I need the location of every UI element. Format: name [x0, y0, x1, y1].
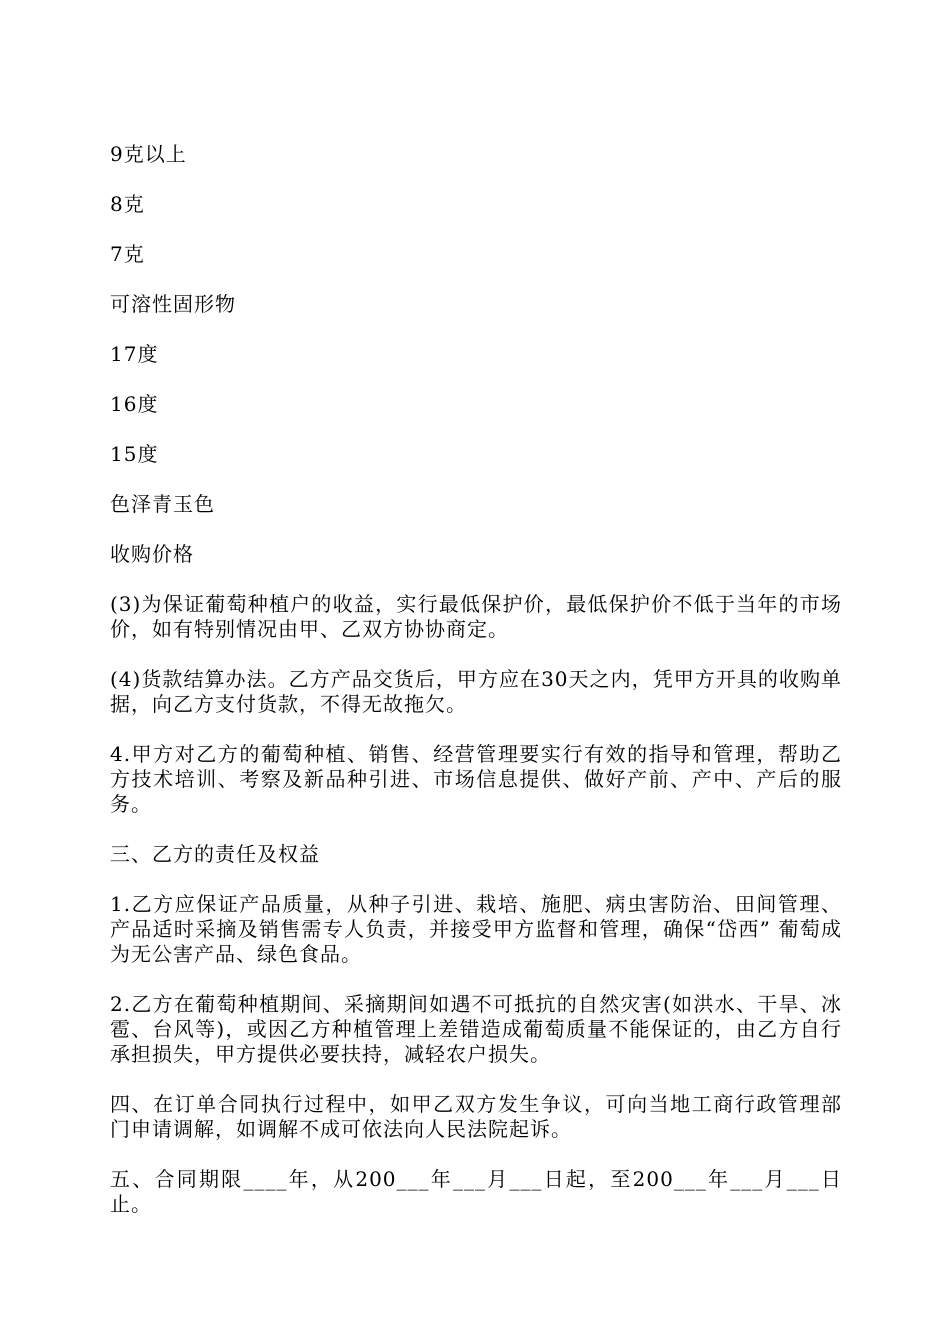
grade-8g-text: 8克: [110, 192, 145, 216]
grade-7g-text: 7克: [110, 242, 145, 266]
soluble-solids-heading: 可溶性固形物: [110, 292, 236, 316]
clause-minimum-price: (3)为保证葡萄种植户的收益，实行最低保护价，最低保护价不低于当年的市场价，如有特别情况由甲、乙双方协协商定。: [110, 592, 842, 641]
soluble-17-text: 17度: [110, 342, 159, 366]
purchase-price-heading: 收购价格: [110, 542, 194, 566]
color-text: 色泽青玉色: [110, 492, 215, 516]
document-body: [110, 142, 842, 1217]
section-heading-party-b: 三、乙方的责任及权益: [110, 842, 320, 866]
soluble-15-text: 15度: [110, 442, 159, 466]
clause-guidance: 4.甲方对乙方的葡萄种植、销售、经营管理要实行有效的指导和管理，帮助乙方技术培训、考察及新品种引进、市场信息提供、做好产前、产中、产后的服务。: [110, 742, 842, 816]
clause-disaster: 2.乙方在葡萄种植期间、采摘期间如遇不可抵抗的自然灾害(如洪水、干旱、冰雹、台风等)，或因乙方种植管理上差错造成葡萄质量不能保证的，由乙方自行承担损失，甲方提供必要扶持，减轻农户损失。: [110, 992, 842, 1066]
soluble-16-text: 16度: [110, 392, 159, 416]
grade-9g-text: 9克以上: [110, 142, 187, 166]
clause-term: 五、合同期限____年，从200___年___月___日起，至200___年___月___日止。: [110, 1167, 842, 1216]
clause-quality: 1.乙方应保证产品质量，从种子引进、栽培、施肥、病虫害防治、田间管理、产品适时采摘及销售需专人负责，并接受甲方监督和管理，确保“岱西” 葡萄成为无公害产品、绿色食品。: [110, 892, 842, 966]
clause-dispute: 四、在订单合同执行过程中，如甲乙双方发生争议，可向当地工商行政管理部门申请调解，如调解不成可依法向人民法院起诉。: [110, 1092, 842, 1141]
clause-payment: (4)货款结算办法。乙方产品交货后，甲方应在30天之内，凭甲方开具的收购单据，向乙方支付货款，不得无故拖欠。: [110, 667, 842, 716]
